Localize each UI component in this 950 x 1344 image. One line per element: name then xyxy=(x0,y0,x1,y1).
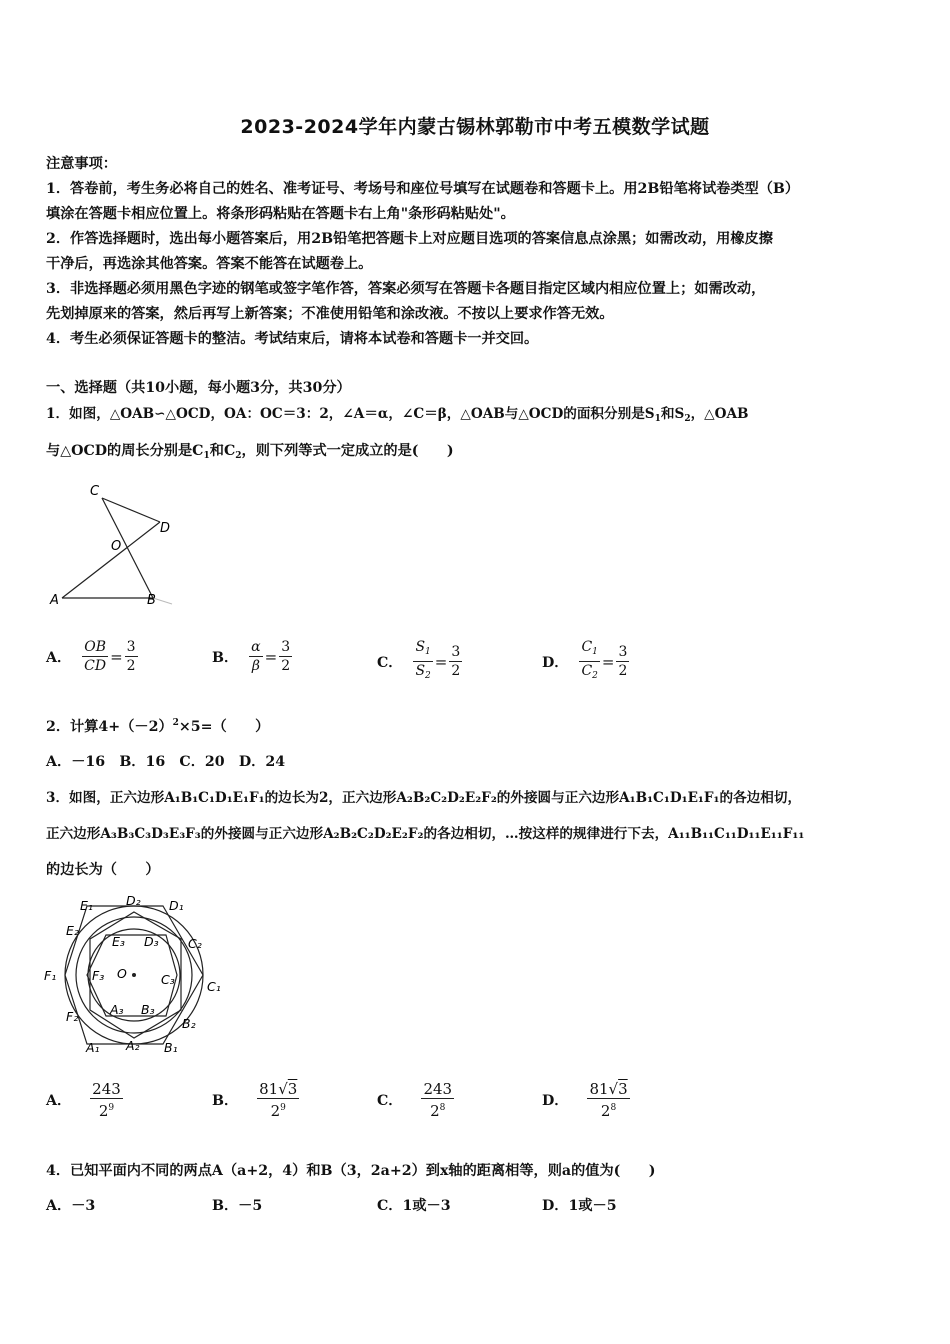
label-E3: E₃ xyxy=(112,934,125,949)
q3-option-c: C． $\frac{243}{2^8}$ xyxy=(377,1080,453,1120)
label-D2: D₂ xyxy=(126,893,141,908)
q1-triangle-figure xyxy=(40,478,190,613)
label-D3: D₃ xyxy=(144,934,159,949)
notice-line-5: 3．非选择题必须用黑色字迹的钢笔或签字笔作答，答案必须写在答题卡各题目指定区域内相应位置上；如需改动， xyxy=(46,281,766,297)
label-A1: A₁ xyxy=(86,1040,100,1055)
label-D1: D₁ xyxy=(169,898,184,913)
label-E2: E₂ xyxy=(66,923,79,938)
q1-option-c: C． $\frac{S_1}{S_2}$ = $\frac{3}{2}$ xyxy=(377,639,461,681)
label-D: D xyxy=(160,521,171,536)
label-F3: F₃ xyxy=(92,968,105,983)
label-O: O xyxy=(111,539,122,554)
label-B2: B₂ xyxy=(182,1016,196,1031)
label-F1: F₁ xyxy=(44,968,57,983)
q1-stem-line-2: 与△OCD的周长分别是$C_1$和$C_2$，则下列等式一定成立的是( ) xyxy=(46,443,454,461)
q3-option-a: A． $\frac{243}{2^9}$ xyxy=(46,1080,121,1120)
q4-option-a: A．－3 xyxy=(46,1198,96,1214)
label-B1: B₁ xyxy=(164,1040,178,1055)
q3-option-b: B． $\frac{81√3}{2^9}$ xyxy=(212,1080,298,1120)
q2-options: A．－16 B．16 C．20 D．24 xyxy=(46,754,286,770)
q3-stem-line-2: 正六边形A₃B₃C₃D₃E₃F₃的外接圆与正六边形A₂B₂C₂D₂E₂F₂的各边相切，…按这样的规律进行下去，A₁₁B₁₁C₁₁D₁₁E₁₁F₁₁ xyxy=(46,826,805,842)
label-B: B xyxy=(147,593,156,608)
q3-option-d: D． $\frac{81√3}{2^8}$ xyxy=(542,1080,628,1120)
page-title: 2023-2024学年内蒙古锡林郭勒市中考五模数学试题 xyxy=(240,116,710,138)
notice-line-2: 填涂在答题卡相应位置上。将条形码粘贴在答题卡右上角"条形码粘贴处"。 xyxy=(46,206,515,222)
q2-stem: 2．计算$4+(-2)^2\times 5=$（ ） xyxy=(46,718,270,735)
line-CB xyxy=(102,498,153,598)
section-heading: 一、选择题（共10小题，每小题3分，共30分） xyxy=(46,380,351,396)
q4-option-d: D．1或－5 xyxy=(542,1198,617,1214)
q1-option-a: A． $\frac{OB}{CD}$ = $\frac{3}{2}$ xyxy=(46,639,136,674)
notice-line-3: 2．作答选择题时，选出每小题答案后，用2B铅笔把答题卡上对应题目选项的答案信息点涂黑；如需改动，用橡皮擦 xyxy=(46,231,773,247)
line-AD xyxy=(62,522,160,598)
notice-line-6: 先划掉原来的答案，然后再写上新答案；不准使用铅笔和涂改液。不按以上要求作答无效。 xyxy=(46,306,614,322)
label-E1: E₁ xyxy=(80,898,93,913)
q1-option-b: B． $\frac{\alpha}{\beta}$ = $\frac{3}{2}$ xyxy=(212,639,291,674)
label-A2: A₂ xyxy=(126,1038,140,1053)
label-A: A xyxy=(50,593,59,608)
label-C2: C₂ xyxy=(188,936,202,951)
label-C1: C₁ xyxy=(207,979,221,994)
notice-header: 注意事项： xyxy=(46,156,117,172)
q4-option-b: B．－5 xyxy=(212,1198,263,1214)
label-A3: A₃ xyxy=(110,1002,124,1017)
q4-stem: 4．已知平面内不同的两点A（a+2，4）和B（3，2a+2）到x轴的距离相等，则a的值为( ) xyxy=(46,1163,656,1179)
q3-stem-line-1: 3．如图，正六边形A₁B₁C₁D₁E₁F₁的边长为2，正六边形A₂B₂C₂D₂E₂F₂的外接圆与正六边形A₁B₁C₁D₁E₁F₁的各边相切， xyxy=(46,790,802,806)
notice-line-7: 4．考生必须保证答题卡的整洁。考试结束后，请将本试卷和答题卡一并交回。 xyxy=(46,331,539,347)
q3-hexagon-figure xyxy=(40,890,230,1060)
q1-stem-line-1: 1．如图，△OAB∽△OCD，OA：OC＝3：2，∠A＝α，∠C＝β，△OAB与△OCD的面积分别是$S_1$和$S_2$，△OAB xyxy=(46,406,749,424)
label-C3: C₃ xyxy=(161,972,175,987)
label-F2: F₂ xyxy=(66,1009,79,1024)
label-O: O xyxy=(117,966,127,981)
center-point xyxy=(132,973,136,977)
line-CD xyxy=(102,498,160,522)
label-B3: B₃ xyxy=(141,1002,155,1017)
q3-stem-line-3: 的边长为（ ） xyxy=(46,862,160,878)
q4-option-c: C．1或－3 xyxy=(377,1198,451,1214)
label-C: C xyxy=(90,484,100,499)
notice-line-4: 干净后，再选涂其他答案。答案不能答在试题卷上。 xyxy=(46,256,373,272)
notice-line-1: 1．答卷前，考生务必将自己的姓名、准考证号、考场号和座位号填写在试题卷和答题卡上。用2B铅笔将试卷类型（B） xyxy=(46,181,800,197)
q1-option-d: D． $\frac{C_1}{C_2}$ = $\frac{3}{2}$ xyxy=(542,639,628,681)
